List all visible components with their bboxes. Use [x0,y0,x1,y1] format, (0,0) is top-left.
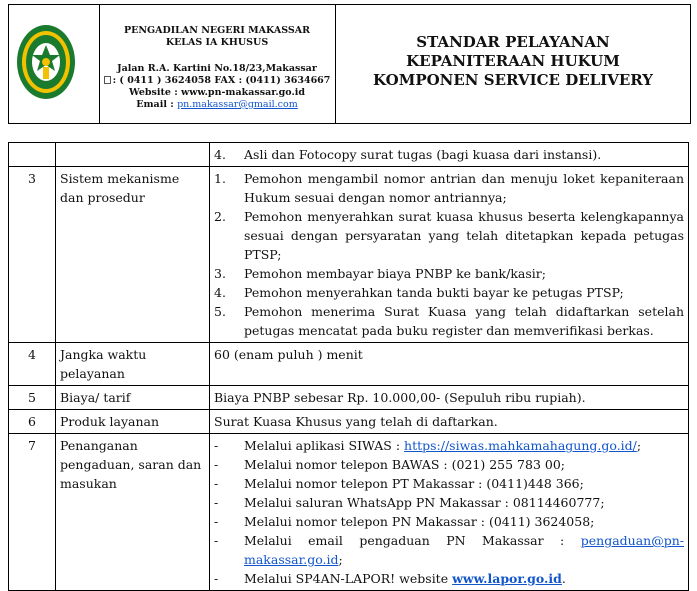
list-item [214,283,684,302]
row-label [56,143,210,167]
dash-bullet: - [214,495,219,510]
list-item [214,436,684,455]
list-item [214,207,684,264]
table-row [9,410,689,434]
row-label: Biaya/ tarif [56,386,210,410]
table-row [9,386,689,410]
row-number: 3 [9,167,56,343]
item-text: Melalui SP4AN-LAPOR! website [244,571,453,586]
item-text: Melalui aplikasi SIWAS : [244,438,405,453]
siwas-link[interactable]: https://siwas.mahkamahagung.go.id/ [404,438,637,453]
list-item [214,169,684,207]
item-text: Melalui saluran WhatsApp PN Makassar : 08114460777; [244,495,605,510]
row-number: 7 [9,434,56,591]
list-item [214,512,684,531]
complaint-email-link[interactable]: pengaduan@pn-makassar.go.id [244,533,684,567]
lapor-link[interactable]: www.lapor.go.id [452,571,562,586]
dash-bullet: - [214,533,219,548]
court-email-link[interactable]: pn.makassar@gmail.com [177,99,298,110]
row-content: 60 (enam puluh ) menit [210,343,689,386]
item-text: Melalui nomor telepon PT Makassar : (0411)448 366; [244,476,584,491]
court-website: Website : www.pn-makassar.go.id [128,87,306,98]
row-content [210,434,689,591]
court-address-block [99,63,335,111]
row-number: 5 [9,386,56,410]
court-phone: : ( 0411 ) 3624058 FAX : (0411) 3634667 [112,75,331,86]
service-standard-table [8,142,689,591]
list-item [214,264,684,283]
title-line-3: KOMPONEN SERVICE DELIVERY [373,71,653,89]
logo-cell [9,5,100,123]
item-text: Pemohon menyerahkan tanda bukti bayar ke petugas PTSP; [244,285,624,300]
dash-bullet: - [214,476,219,491]
title-line-1: STANDAR PELAYANAN [416,33,610,51]
item-text: Melalui nomor telepon BAWAS : (021) 255 783 00; [244,457,565,472]
list-item [214,302,684,340]
list-item [214,531,684,569]
list-item [214,145,684,164]
table-row [9,167,689,343]
title-cell [336,5,690,123]
document-header [8,4,691,124]
list-item [214,493,684,512]
item-number: 2. [214,209,226,224]
item-text: ; [636,438,642,453]
row-label: Sistem mekanisme dan prosedur [56,167,210,343]
row-content [210,143,689,167]
item-text: Pemohon menerima Surat Kuasa yang telah didaftarkan setelah petugas mencatat pada buku register dan memverifikasi berkas. [244,304,684,338]
item-text: ; [338,552,343,567]
table-row [9,434,689,591]
list-item [214,474,684,493]
document-title [336,33,690,90]
item-text: Melalui nomor telepon PN Makassar : (0411) 3624058; [244,514,595,529]
table-row [9,343,689,386]
item-text: Pemohon menyerahkan surat kuasa khusus beserta kelengkapannya sesuai dengan persyaratan yang telah ditetapkan kepada petugas PTSP; [244,209,684,262]
row-number [9,143,56,167]
item-text: Melalui email pengaduan PN Makassar : [244,533,581,548]
item-number: 4. [214,285,226,300]
item-text: Pemohon mengambil nomor antrian dan menuju loket kepaniteraan Hukum sesuai dengan nomor antriannya; [244,171,684,205]
title-line-2: KEPANITERAAN HUKUM [406,52,620,70]
row-label: Penanganan pengaduan, saran dan masukan [56,434,210,591]
row-label: Jangka waktu pelayanan [56,343,210,386]
dash-bullet: - [214,571,219,586]
court-phone-line [99,75,335,87]
court-emblem-icon [15,23,77,101]
row-number: 6 [9,410,56,434]
item-number: 5. [214,304,226,319]
dash-bullet: - [214,514,219,529]
list-item [214,455,684,474]
item-text: . [561,571,566,586]
item-number: 1. [214,171,226,186]
court-email-label: Email : [136,99,174,110]
row-number: 4 [9,343,56,386]
dash-bullet: - [214,438,219,453]
court-address: Jalan R.A. Kartini No.18/23,Makassar [117,63,317,74]
list-item [214,569,684,588]
item-text: Pemohon membayar biaya PNBP ke bank/kasir; [244,266,546,281]
court-info-cell [99,5,336,123]
table-row [9,143,689,167]
row-content [210,167,689,343]
item-number: 3. [214,266,226,281]
item-text: Asli dan Fotocopy surat tugas (bagi kuasa dari instansi). [244,147,602,162]
phone-icon [104,76,111,84]
court-email-line [99,99,335,111]
court-name: PENGADILAN NEGERI MAKASSAR KELAS IA KHUSUS [123,25,311,48]
row-content: Surat Kuasa Khusus yang telah di daftarkan. [210,410,689,434]
row-label: Produk layanan [56,410,210,434]
row-content: Biaya PNBP sebesar Rp. 10.000,00- (Sepuluh ribu rupiah). [210,386,689,410]
dash-bullet: - [214,457,219,472]
item-number: 4. [214,147,226,162]
